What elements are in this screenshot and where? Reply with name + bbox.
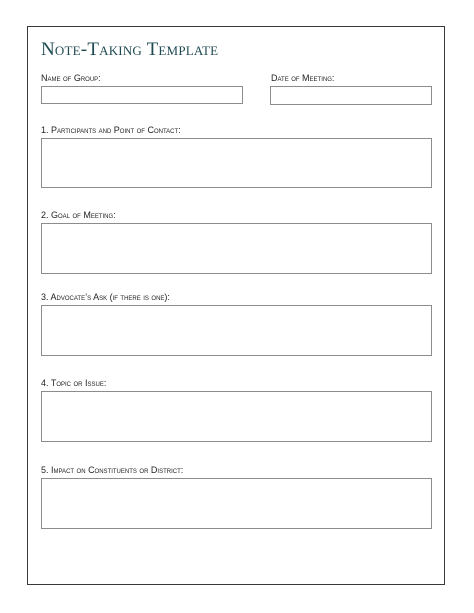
section-3-label: 3. Advocate’s Ask (if there is one): [41, 292, 170, 302]
meeting-goal-field[interactable] [41, 223, 432, 274]
page-title: Note-Taking Template [41, 39, 219, 60]
section-4-label: 4. Topic or Issue: [41, 378, 107, 388]
impact-field[interactable] [41, 478, 432, 529]
advocate-ask-field[interactable] [41, 305, 432, 356]
topic-field[interactable] [41, 391, 432, 442]
section-5-label: 5. Impact on Constituents or District: [41, 465, 184, 475]
section-1-label: 1. Participants and Point of Contact: [41, 125, 181, 135]
meeting-date-label: Date of Meeting: [271, 73, 335, 83]
section-2-label: 2. Goal of Meeting: [41, 210, 116, 220]
participants-field[interactable] [41, 138, 432, 188]
group-name-label: Name of Group: [41, 73, 101, 83]
group-name-field[interactable] [41, 86, 243, 104]
meeting-date-field[interactable] [270, 86, 432, 105]
